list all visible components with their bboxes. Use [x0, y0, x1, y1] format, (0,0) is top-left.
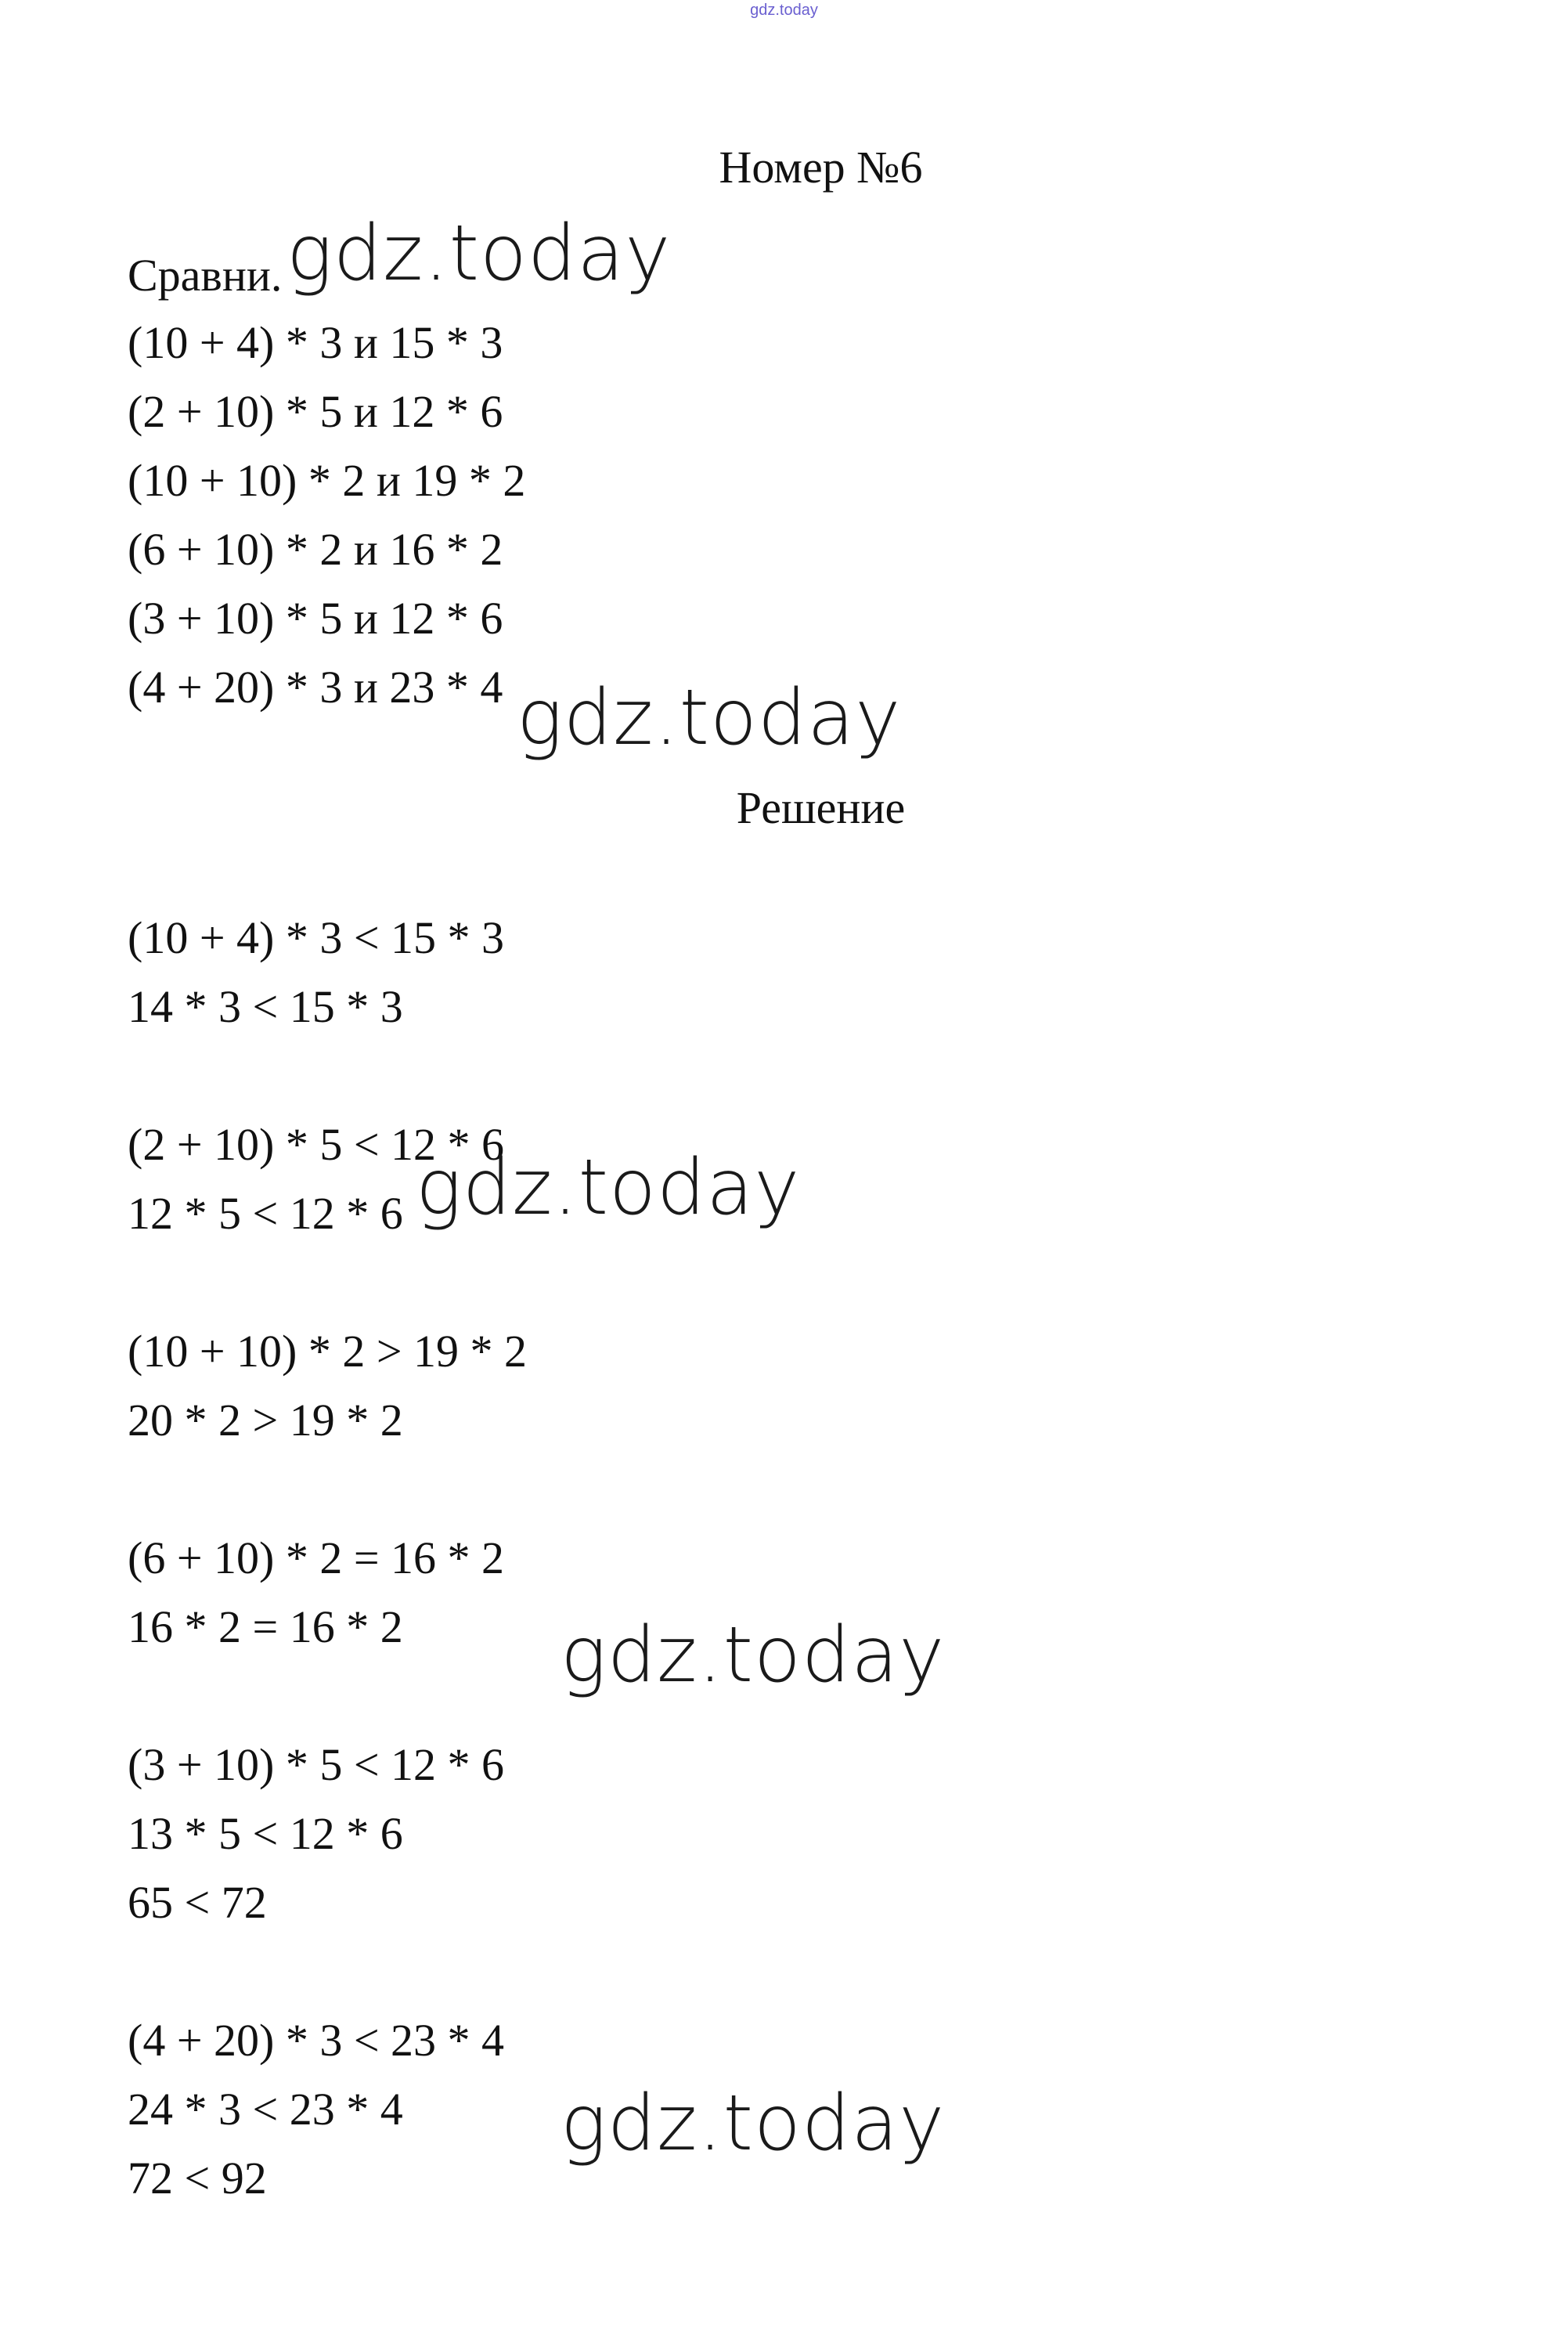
- watermark: gdz.today: [416, 1143, 801, 1233]
- task-line: (2 + 10) * 5 и 12 * 6: [128, 386, 503, 437]
- solution-line: 14 * 3 < 15 * 3: [128, 981, 403, 1032]
- solution-line: 13 * 5 < 12 * 6: [128, 1808, 403, 1859]
- solution-line: 72 < 92: [128, 2153, 267, 2203]
- solution-line: 12 * 5 < 12 * 6: [128, 1188, 403, 1239]
- solution-title: Решение: [736, 782, 906, 833]
- solution-line: (3 + 10) * 5 < 12 * 6: [128, 1739, 505, 1790]
- site-link[interactable]: gdz.today: [750, 2, 818, 19]
- watermark: gdz.today: [517, 673, 902, 763]
- watermark: gdz.today: [561, 2079, 946, 2168]
- task-line: (4 + 20) * 3 и 23 * 4: [128, 662, 503, 713]
- solution-line: (10 + 10) * 2 > 19 * 2: [128, 1326, 528, 1377]
- solution-line: 24 * 3 < 23 * 4: [128, 2084, 403, 2135]
- task-line: (10 + 10) * 2 и 19 * 2: [128, 455, 526, 506]
- watermark: gdz.today: [287, 209, 672, 298]
- solution-line: 16 * 2 = 16 * 2: [128, 1601, 403, 1652]
- solution-line: (4 + 20) * 3 < 23 * 4: [128, 2015, 505, 2066]
- task-line: (3 + 10) * 5 и 12 * 6: [128, 593, 503, 644]
- task-label: Сравни.: [128, 250, 283, 301]
- watermark: gdz.today: [561, 1611, 946, 1700]
- task-line: (10 + 4) * 3 и 15 * 3: [128, 317, 503, 368]
- solution-line: (6 + 10) * 2 = 16 * 2: [128, 1532, 505, 1583]
- solution-line: (10 + 4) * 3 < 15 * 3: [128, 912, 505, 963]
- solution-line: (2 + 10) * 5 < 12 * 6: [128, 1119, 505, 1170]
- solution-line: 20 * 2 > 19 * 2: [128, 1395, 403, 1446]
- solution-line: 65 < 72: [128, 1877, 267, 1928]
- page-title: Номер №6: [719, 142, 923, 193]
- task-line: (6 + 10) * 2 и 16 * 2: [128, 524, 503, 575]
